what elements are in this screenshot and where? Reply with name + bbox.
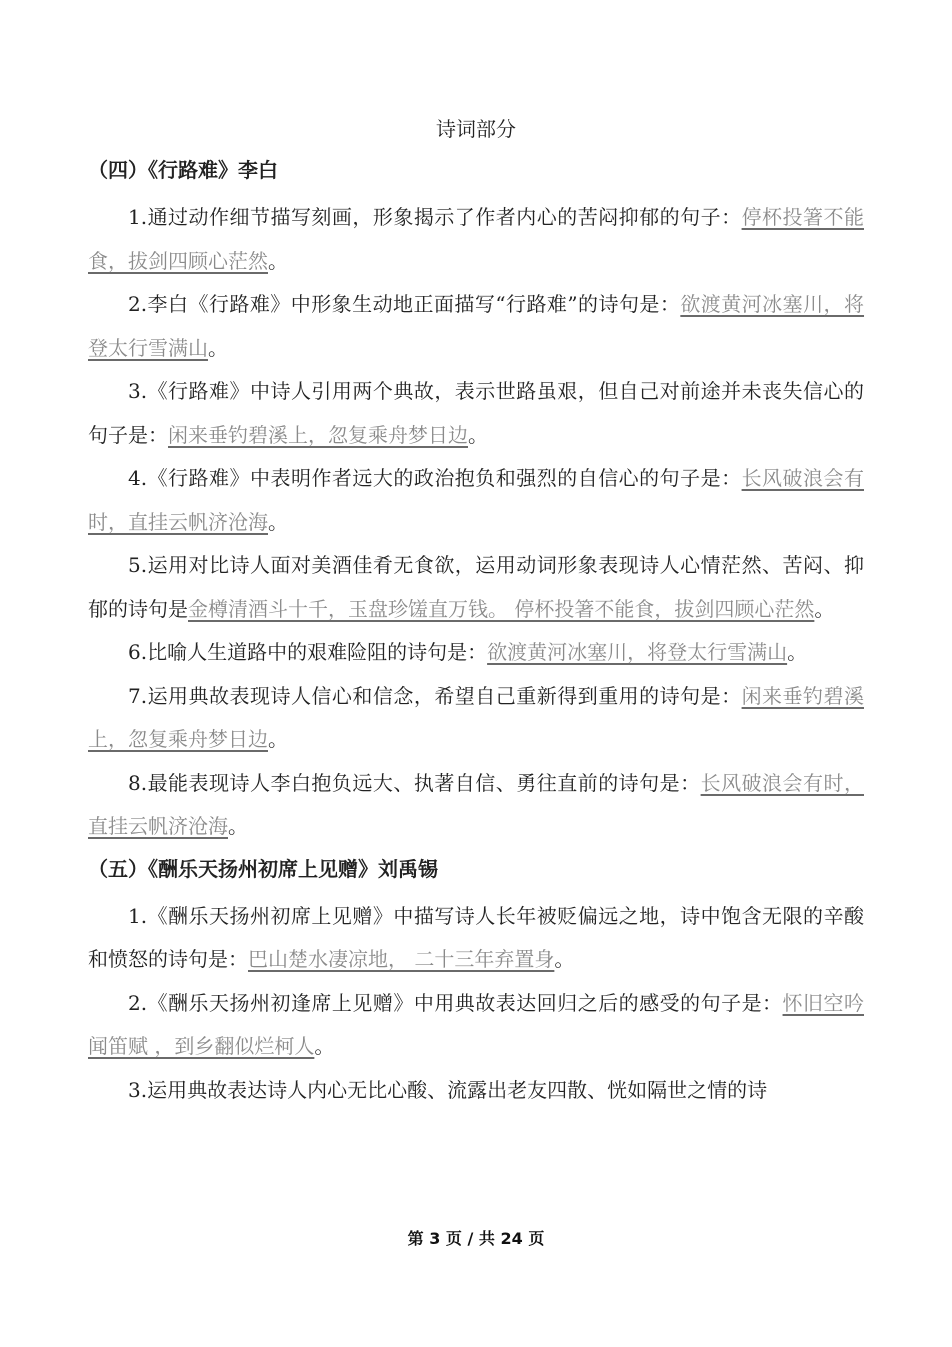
answer-text: 怀旧空吟闻笛赋 ，到乡翻似烂柯人 — [88, 990, 864, 1058]
answer-text: 欲渡黄河冰塞川，将登太行雪满山 — [487, 640, 788, 664]
question-text: 2.《酬乐天扬州初逢席上见赠》中用典故表达回归之后的感受的句子是： — [128, 990, 783, 1015]
answer-text: 闲来垂钓碧溪上，忽复乘舟梦日边 — [168, 422, 468, 447]
list-item — [88, 675, 864, 762]
sentence-end: 。 — [314, 1034, 335, 1058]
list-item — [88, 982, 864, 1069]
answer-text: 金樽清酒斗十千，玉盘珍馐直万钱。 停杯投箸不能食，拔剑四顾心茫然 — [188, 596, 815, 621]
question-text: 7.运用典故表现诗人信心和信念，希望自己重新得到重用的诗句是： — [128, 683, 742, 708]
question-text: 3.运用典故表达诗人内心无比心酸、流露出老友四散、恍如隔世之情的诗 — [128, 1077, 768, 1102]
answer-text: 停杯投箸不能食，拔剑四顾心茫然 — [88, 205, 864, 273]
section-5 — [88, 851, 864, 1113]
answer-text: 巴山楚水凄凉地， 二十三年弃置身 — [248, 947, 555, 971]
answer-text: 长风破浪会有时，直挂云帆济沧海 — [88, 770, 864, 838]
list-item — [88, 457, 864, 544]
section-heading: （四）《行路难》李白 — [88, 158, 278, 182]
sentence-end: 。 — [554, 947, 575, 971]
page-title: 诗词部分 — [436, 117, 516, 141]
sentence-end: 。 — [268, 248, 288, 273]
question-text: 8.最能表现诗人李白抱负远大、执著自信、勇往直前的诗句是： — [128, 770, 701, 795]
sentence-end: 。 — [468, 422, 488, 447]
answer-text: 闲来垂钓碧溪上，忽复乘舟梦日边 — [88, 683, 864, 751]
list-item — [88, 895, 864, 982]
sentence-end: 。 — [208, 335, 228, 360]
document-body — [88, 152, 864, 1112]
list-item — [88, 370, 864, 457]
question-text: 6.比喻人生道路中的艰难险阻的诗句是： — [128, 640, 488, 664]
list-item — [88, 544, 864, 631]
list-item — [88, 631, 864, 675]
sentence-end: 。 — [228, 814, 248, 838]
list-item — [88, 196, 864, 283]
sentence-end: 。 — [814, 596, 835, 621]
answer-text: 欲渡黄河冰塞川，将登太行雪满山 — [88, 292, 865, 360]
question-text: 1.通过动作细节描写刻画，形象揭示了作者内心的苦闷抑郁的句子： — [128, 205, 742, 229]
sentence-end: 。 — [268, 727, 288, 751]
section-heading: （五）《酬乐天扬州初席上见赠》刘禹锡 — [88, 856, 438, 881]
question-text: 2.李白《行路难》中形象生动地正面描写“行路难”的诗句是： — [128, 292, 681, 316]
question-text: 1.《酬乐天扬州初席上见赠》中描写诗人长年被贬偏远之地，诗中饱含无限的辛酸和愤怒的诗句是： — [88, 903, 864, 971]
sentence-end: 。 — [268, 509, 288, 534]
answer-text: 长风破浪会有时，直挂云帆济沧海 — [88, 466, 864, 534]
section-4 — [88, 152, 864, 849]
list-item — [88, 1069, 864, 1113]
list-item — [88, 283, 864, 370]
question-text: 3.《行路难》中诗人引用两个典故，表示世路虽艰，但自己对前途并未丧失信心的句子是： — [88, 379, 864, 447]
page-number-footer: 第 3 页 / 共 24 页 — [407, 1229, 545, 1248]
list-item — [88, 762, 864, 849]
question-text: 4.《行路难》中表明作者远大的政治抱负和强烈的自信心的句子是： — [128, 466, 742, 490]
sentence-end: 。 — [787, 640, 808, 664]
question-text: 5.运用对比诗人面对美酒佳肴无食欲，运用动词形象表现诗人心情茫然、苦闷、抑郁的诗句是 — [88, 553, 864, 621]
